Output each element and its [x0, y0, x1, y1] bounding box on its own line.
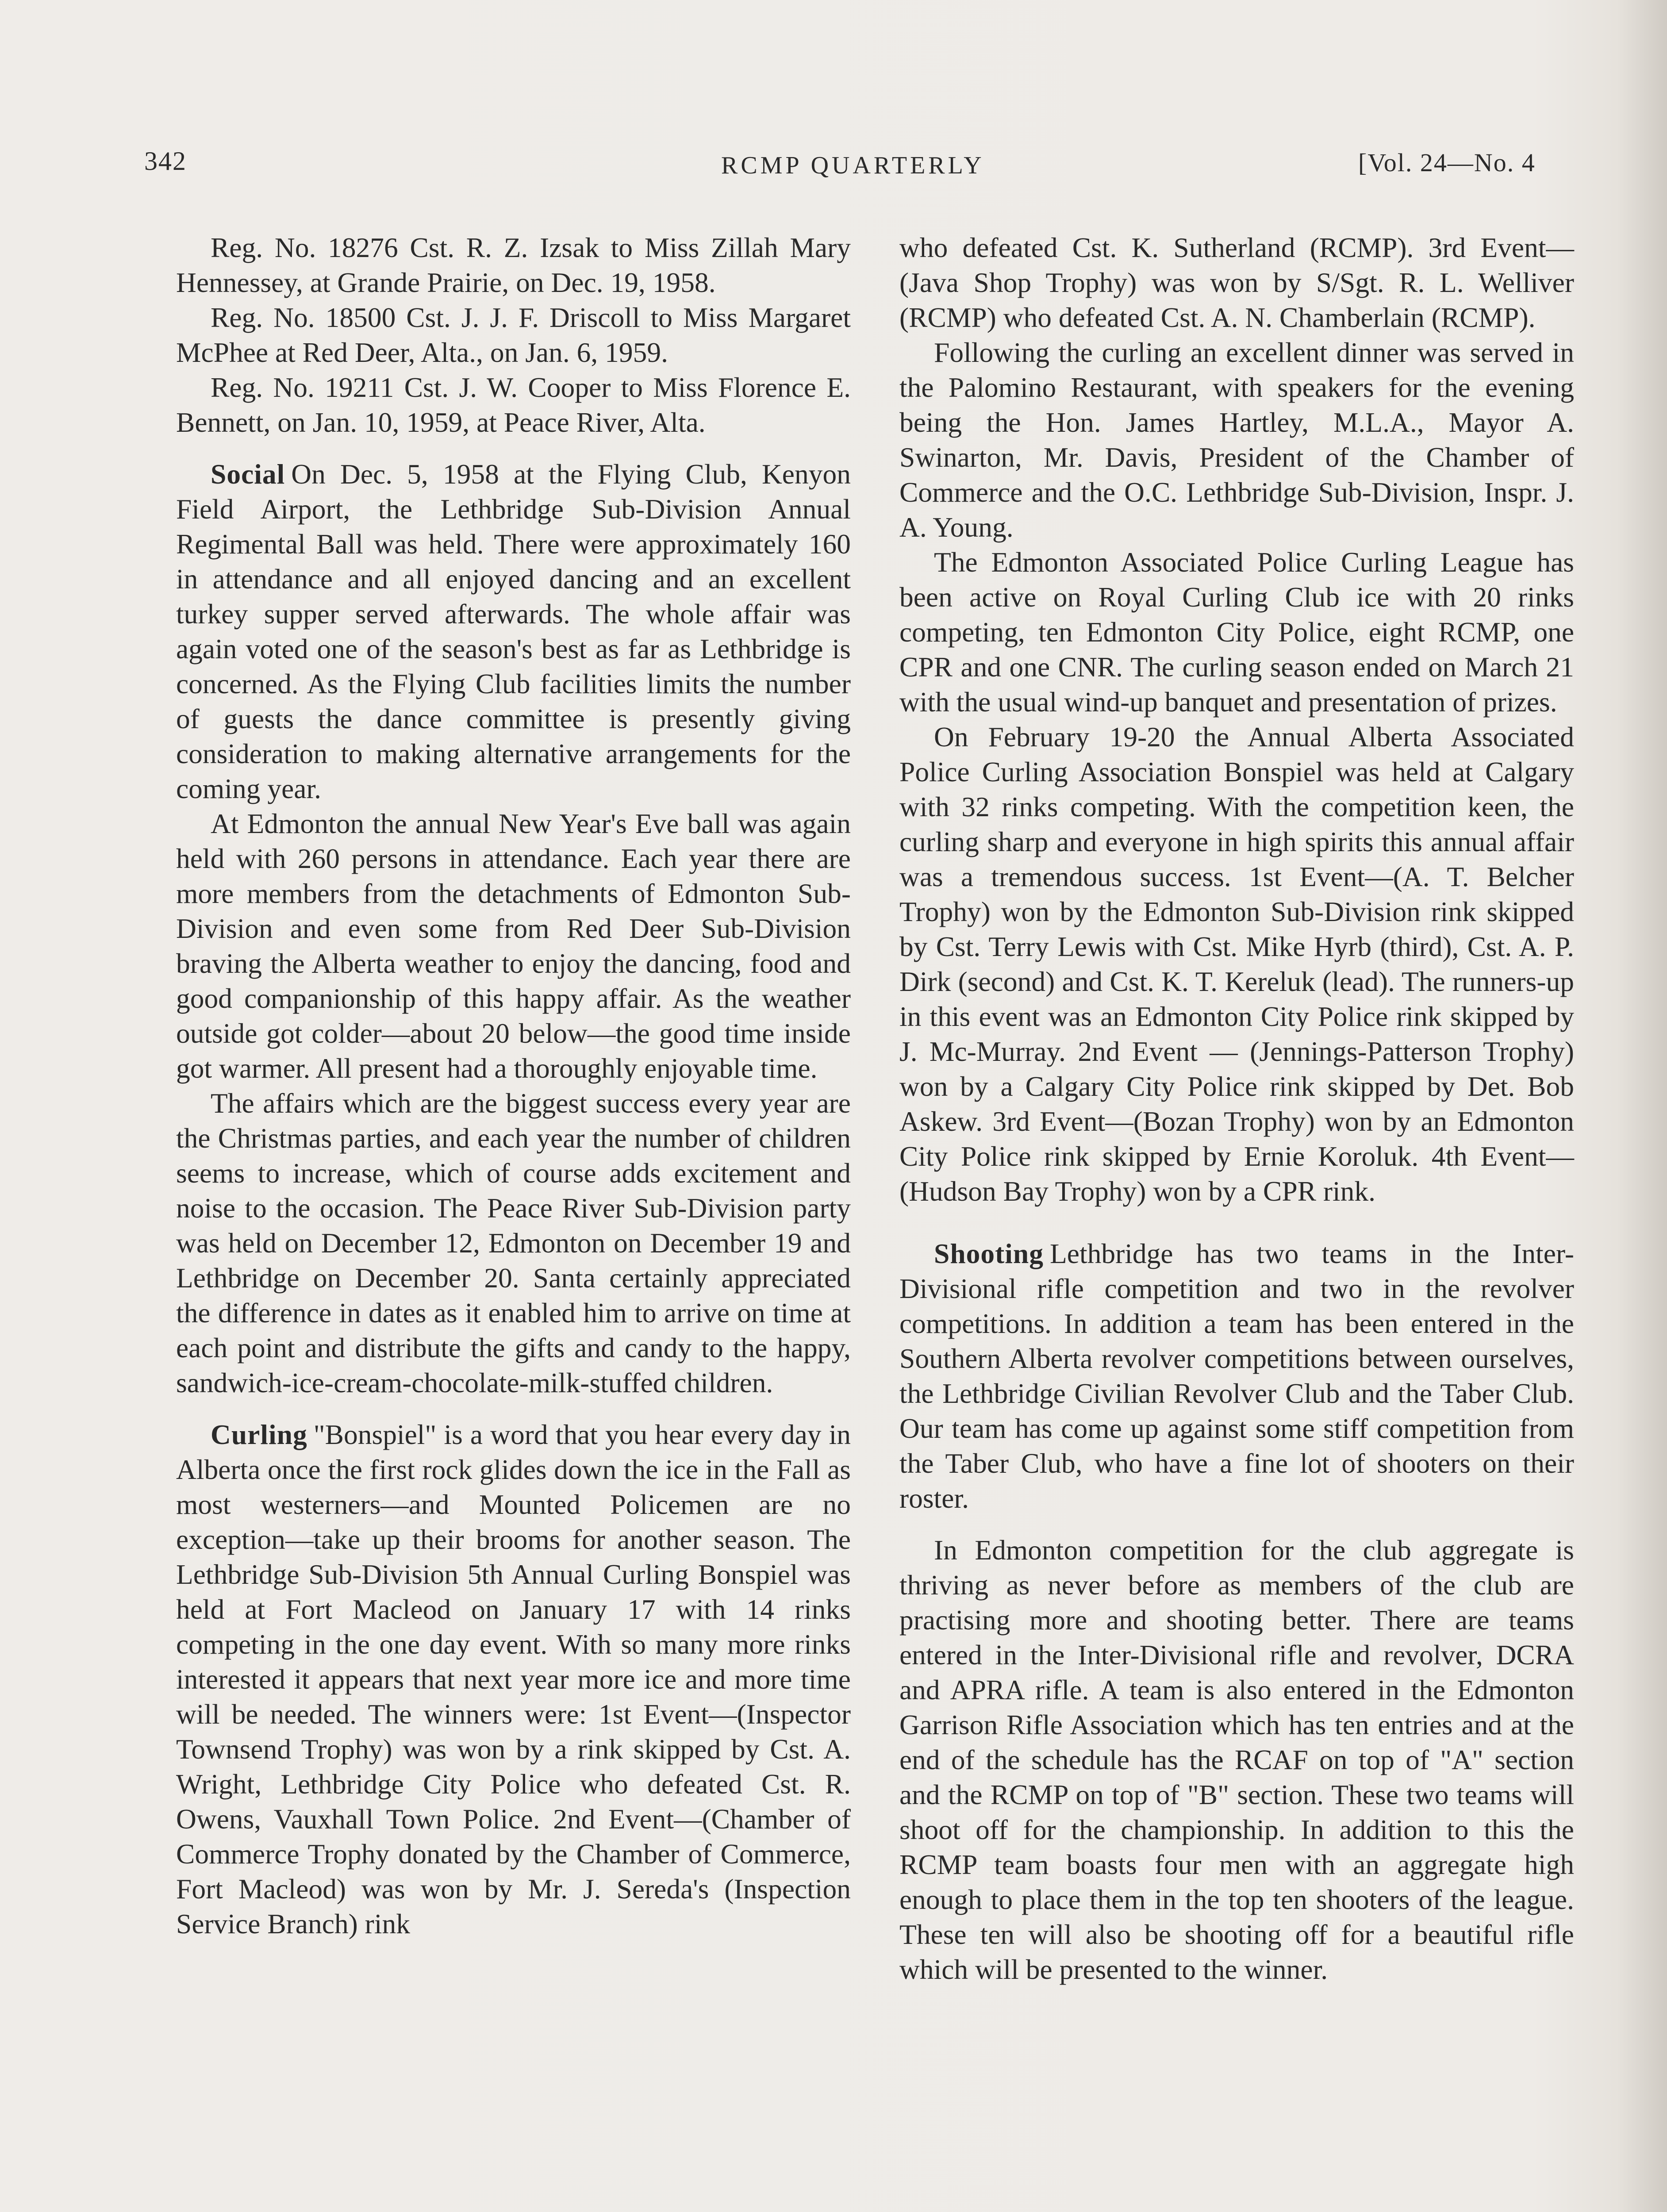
paragraph: On February 19-20 the Annual Alberta Associated Police Curling Association Bonspiel was held at Calgary with 32 rinks competing. With the competition keen, the curling sharp and everyone in high spirits this annual affair was a tremendous success. 1st Event—(A. T. Belcher Trophy) won by the Edmonton Sub-Division rink skipped by Cst. Terry Lewis with Cst. Mike Hyrb (third), Cst. A. P. Dirk (second) and Cst. K. T. Kereluk (lead). The runners-up in this event was an Edmonton City Police rink skipped by J. Mc-Murray. 2nd Event — (Jennings-Patterson Trophy) won by a Calgary City Police rink skipped by Det. Bob Askew. 3rd Event—(Bozan Trophy) won by an Edmonton City Police rink skipped by Ernie Koroluk. 4th Event—(Hudson Bay Trophy) won by a CPR rink. — [899, 721, 1574, 1207]
marriage-notice: Reg. No. 18500 Cst. J. J. F. Driscoll to Miss Margaret McPhee at Red Deer, Alta., on Jan. 6, 1959. — [176, 302, 851, 368]
left-column — [176, 230, 851, 1941]
section-heading-curling: Curling — [211, 1419, 307, 1450]
curling-section — [176, 1417, 851, 1941]
shooting-section — [899, 1236, 1574, 1516]
paragraph: The Edmonton Associated Police Curling League has been active on Royal Curling Club ice with 20 rinks competing, ten Edmonton City Police, eight RCMP, one CPR and one CNR. The curling season ended on March 21 with the usual wind-up banquet and presentation of prizes. — [899, 546, 1574, 718]
journal-title: RCMP QUARTERLY — [721, 152, 985, 179]
section-heading-social: Social — [211, 458, 285, 490]
paragraph: At Edmonton the annual New Year's Eve ball was again held with 260 persons in attendance. Each year there are more members from the detachments of Edmonton Sub-Division and even some from Red Deer Sub-Division braving the Alberta weather to enjoy the dancing, food and good companionship of this happy affair. As the weather outside got colder—about 20 below—the good time inside got warmer. All present had a thoroughly enjoyable time. — [176, 808, 851, 1084]
social-text: On Dec. 5, 1958 at the Flying Club, Kenyon Field Airport, the Lethbridge Sub-Division Annual Regimental Ball was held. There were approximately 160 in attendance and all enjoyed dancing and an excellent turkey supper served afterwards. The whole affair was again voted one of the season's best as far as Lethbridge is concerned. As the Flying Club facilities limits the number of guests the dance committee is presently giving consideration to making alternative arrangements for the coming year. — [176, 458, 851, 804]
paragraph: Following the curling an excellent dinner was served in the Palomino Restaurant, with speakers for the evening being the Hon. James Hartley, M.L.A., Mayor A. Swinarton, Mr. Davis, President of the Chamber of Commerce and the O.C. Lethbridge Sub-Division, Inspr. J. A. Young. — [899, 337, 1574, 543]
marriage-notice: Reg. No. 19211 Cst. J. W. Cooper to Miss Florence E. Bennett, on Jan. 10, 1959, at Peace River, Alta. — [176, 372, 851, 438]
paragraph: The affairs which are the biggest success every year are the Christmas parties, and each year the number of children seems to increase, which of course adds excitement and noise to the occasion. The Peace River Sub-Division party was held on December 12, Edmonton on December 19 and Lethbridge on December 20. Santa certainly appreciated the difference in dates as it enabled him to arrive on time at each point and distribute the gifts and candy to the happy, sandwich-ice-cream-chocolate-milk-stuffed children. — [176, 1087, 851, 1398]
paragraph: In Edmonton competition for the club aggregate is thriving as never before as members of the club are practising more and shooting better. There are teams entered in the Inter-Divisional rifle and revolver, DCRA and APRA rifle. A team is also entered in the Edmonton Garrison Rifle Association which has ten entries and at the end of the schedule has the RCAF on top of "A" section and the RCMP on top of "B" section. These two teams will shoot off for the championship. In addition to this the RCMP team boasts four men with an aggregate high enough to place them in the top ten shooters of the league. These ten will also be shooting off for a beautiful rifle which will be presented to the winner. — [899, 1534, 1574, 1985]
page-number: 342 — [144, 146, 187, 176]
shooting-text: Lethbridge has two teams in the Inter-Divisional rifle competition and two in the revolver competitions. In addition a team has been entered in the Southern Alberta revolver competitions between ourselves, the Lethbridge Civilian Revolver Club and the Taber Club. Our team has come up against some stiff competition from the Taber Club, who have a fine lot of shooters on their roster. — [899, 1238, 1574, 1514]
social-section — [176, 457, 851, 806]
running-header — [0, 146, 1667, 186]
volume-issue: [Vol. 24—No. 4 — [1358, 148, 1536, 177]
marriage-notice: Reg. No. 18276 Cst. R. Z. Izsak to Miss Zillah Mary Hennessey, at Grande Prairie, on Dec. 19, 1958. — [176, 232, 851, 298]
paragraph: who defeated Cst. K. Sutherland (RCMP). 3rd Event—(Java Shop Trophy) was won by S/Sgt. R. L. Welliver (RCMP) who defeated Cst. A. N. Chamberlain (RCMP). — [899, 232, 1574, 333]
section-heading-shooting: Shooting — [934, 1238, 1044, 1269]
curling-text: "Bonspiel" is a word that you hear every day in Alberta once the first rock glides down the ice in the Fall as most westerners—and Mounted Policemen are no exception—take up their brooms for another season. The Lethbridge Sub-Division 5th Annual Curling Bonspiel was held at Fort Macleod on January 17 with 14 rinks competing in the one day event. With so many more rinks interested it appears that next year more ice and more time will be needed. The winners were: 1st Event—(Inspector Townsend Trophy) was won by a rink skipped by Cst. A. Wright, Lethbridge City Police who defeated Cst. R. Owens, Vauxhall Town Police. 2nd Event—(Chamber of Commerce Trophy donated by the Chamber of Commerce, Fort Macleod) was won by Mr. J. Sereda's (Inspection Service Branch) rink — [176, 1419, 851, 1939]
right-column — [899, 230, 1574, 1987]
